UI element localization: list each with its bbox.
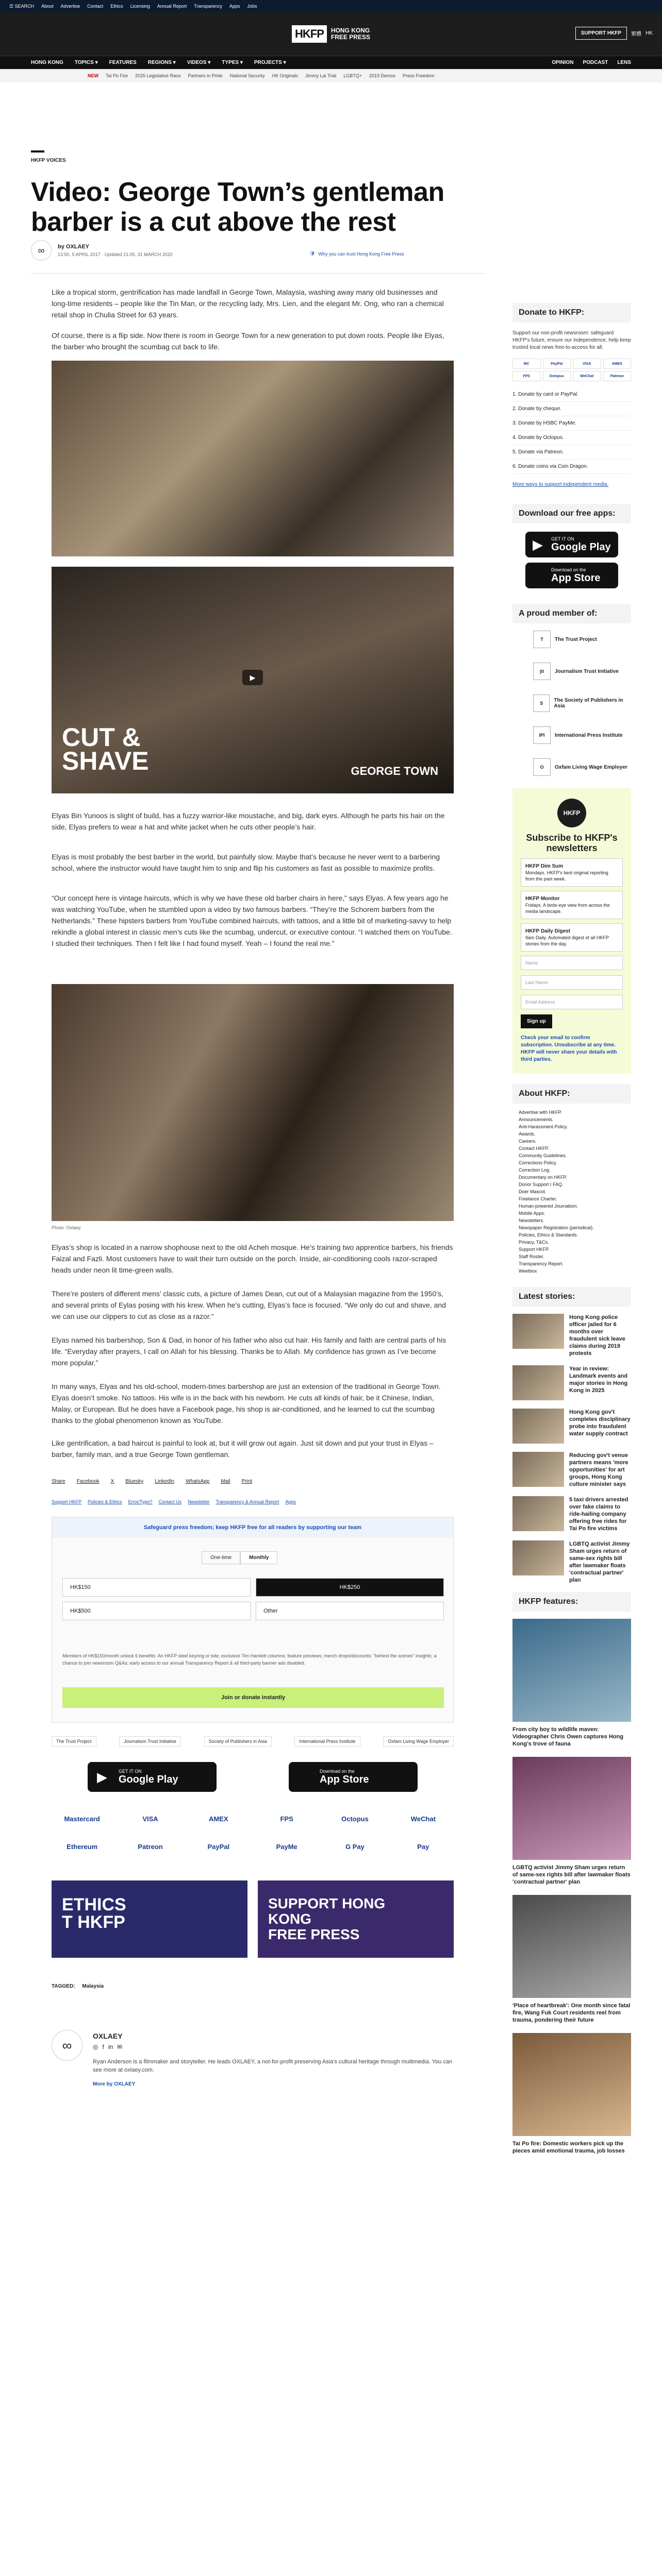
about-link[interactable]: Corrections Policy. <box>519 1160 557 1165</box>
member-logos-row <box>52 1736 454 1747</box>
top-link-transparency[interactable]: Transparency <box>194 4 222 9</box>
about-link[interactable]: Documentary on HKFP. <box>519 1175 567 1180</box>
applepay-logo[interactable]: Pay <box>417 1842 429 1851</box>
article-paragraph: In many ways, Elyas and his old-school, modern-times barbershop are just an extension of the traditional in George Town. Elyas doesn’t smoke. No tattoos. His wife is in the back with his newborn. He cuts all kinds of hair, be it Chinese, Indian, Malay, or European. But he does have a Facebook page, his shop is air-conditioned, and he learned to cut the scumbag thanks to the global phenomenon known as YouTube. <box>52 1382 441 1425</box>
jti-logo[interactable]: Journalism Trust Initiative <box>119 1736 181 1747</box>
more-ways-link[interactable]: More ways to support independent media. <box>512 482 609 487</box>
latest-story[interactable]: Year in review: Landmark events and major stories in Hong Kong in 2025 <box>512 1365 631 1400</box>
website-icon[interactable]: ◎ <box>93 2043 98 2050</box>
facebook-icon[interactable]: f <box>102 2043 104 2050</box>
newsletter-option[interactable]: HKFP Monitor Fridays. A birds-eye view from across the media landscape. <box>521 891 623 919</box>
nav-videos[interactable]: VIDEOS ▾ <box>187 60 211 65</box>
sidebar-google-play[interactable]: ▶ GET IT ON Google Play <box>525 532 618 557</box>
top-link-ethics[interactable]: Ethics <box>110 4 123 9</box>
top-link-jobs[interactable]: Jobs <box>247 4 257 9</box>
play-store-icon: ▶ <box>97 1769 107 1785</box>
nav-projects[interactable]: PROJECTS ▾ <box>254 60 286 65</box>
about-link[interactable]: Careers. <box>519 1139 537 1144</box>
app-store-buttons <box>52 1762 454 1792</box>
author-bio: Ryan Anderson is a filmmaker and storyteller. He leads OXLAEY, a not-for-profit preserving Asia's cultural heritage through multimedia. You can see more at oxlaey.com. <box>93 2059 453 2073</box>
logo-line1: HONG KONG <box>330 27 370 34</box>
paypal-logo[interactable]: PayPal <box>207 1842 230 1851</box>
share-facebook[interactable]: Facebook <box>76 1479 100 1484</box>
gpay-logo[interactable]: G Pay <box>345 1842 365 1851</box>
author-avatar: ∞ <box>52 2030 82 2061</box>
subnav-item[interactable]: Jimmy Lai Trial <box>305 73 337 78</box>
sidebar-about-title: About HKFP: <box>512 1084 631 1104</box>
amount-option[interactable]: HK$500 <box>62 1602 251 1620</box>
story-thumbnail <box>512 1314 564 1349</box>
story-thumbnail <box>512 1496 564 1531</box>
about-link[interactable]: Announcements. <box>519 1117 554 1122</box>
mastercard-logo[interactable]: Mastercard <box>64 1815 100 1823</box>
sidebar-donate-title: Donate to HKFP: <box>512 303 631 323</box>
newsletter-box <box>512 788 631 1074</box>
latest-story[interactable]: Reducing gov't venue partners means 'more opportunities' for art groups, Hong Kong culture minister says <box>512 1452 631 1488</box>
video-player[interactable] <box>52 567 454 793</box>
sopa-icon: S <box>533 694 550 712</box>
nav-opinion[interactable]: OPINION <box>552 60 574 65</box>
about-link[interactable]: Doer Mascot. <box>519 1189 547 1194</box>
about-link[interactable]: Staff Roster. <box>519 1254 544 1259</box>
about-list <box>512 1104 631 1280</box>
search-link[interactable]: ☰ SEARCH <box>9 3 35 9</box>
support-promo-banner[interactable]: SUPPORT HONG KONG FREE PRESS <box>258 1880 454 1958</box>
footer-link[interactable]: Transparency & Annual Report <box>216 1499 279 1504</box>
footer-link[interactable]: Contact Us <box>158 1499 182 1504</box>
oxfam-icon: O <box>533 758 551 776</box>
subnav-item[interactable]: HK Originals <box>272 73 299 78</box>
sidebar-apps-title: Download our free apps: <box>512 504 631 523</box>
trust-project-icon: T <box>533 631 551 648</box>
hkfp-logo: HKFP <box>557 799 586 827</box>
about-link[interactable]: Transparency Report. <box>519 1261 564 1266</box>
site-logo[interactable] <box>292 25 370 43</box>
wechat-logo[interactable]: WeChat <box>410 1815 436 1823</box>
article-paragraph: Like gentrification, a bad haircut is painful to look at, but it will grow out again. Just sit down and put your trust in Elyas – barber, family man, and a true George Town gentleman. <box>52 1439 434 1459</box>
article-paragraph: Of course, there is a flip side. Now there is room in George Town for a new generation to put down roots. People like Elyas, the barber who brought the scumbag cut back to life. <box>52 331 444 351</box>
latest-story[interactable]: Hong Kong gov't completes disciplinary probe into fraudulent water supply contract <box>512 1409 631 1444</box>
donate-method[interactable]: 5. Donate via Patreon. <box>512 445 631 460</box>
logo-line2: FREE PRESS <box>330 33 370 41</box>
photo-caption: Photo: Oxlaey <box>52 1225 81 1230</box>
share-print[interactable]: Print <box>241 1479 253 1484</box>
kicker-rule <box>31 150 44 152</box>
logo-box: HKFP <box>292 25 327 43</box>
about-link[interactable]: Freelance Charter. <box>519 1196 557 1201</box>
sidebar <box>512 303 631 2164</box>
frequency-monthly[interactable]: Monthly <box>240 1551 277 1564</box>
member-oxfam[interactable]: O Oxfam Living Wage Employer <box>533 751 631 783</box>
amex-logo[interactable]: AMEX <box>209 1815 228 1823</box>
support-hkfp-button[interactable]: SUPPORT HKFP <box>575 27 627 40</box>
story-thumbnail <box>512 1540 564 1575</box>
footer-link[interactable]: Newsletter <box>188 1499 210 1504</box>
signup-button[interactable]: Sign up <box>521 1014 552 1028</box>
payme-logo[interactable]: PayMe <box>276 1842 297 1851</box>
article-kicker[interactable]: HKFP VOICES <box>31 158 66 163</box>
share-bar <box>52 1479 252 1484</box>
subnav-item[interactable]: Press Freedom <box>402 73 435 78</box>
sidebar-app-store[interactable]: Download on the App Store <box>525 563 618 588</box>
feature-stories <box>512 1619 631 2155</box>
tags <box>52 1984 104 1989</box>
about-link[interactable]: Policies, Ethics & Standards. <box>519 1232 578 1238</box>
about-link[interactable]: Support HKFP. <box>519 1247 550 1252</box>
donate-widget-heading: Safeguard press freedom; keep HKFP free for all readers by supporting our team <box>52 1517 453 1538</box>
donate-methods <box>512 387 631 474</box>
footer-link[interactable]: Policies & Ethics <box>88 1499 122 1504</box>
story-thumbnail <box>512 1409 564 1444</box>
about-link[interactable]: Correction Log. <box>519 1167 551 1173</box>
sidebar-payment-cards <box>512 359 631 381</box>
article-dates: 13:50, 5 APRIL 2017 · Updated 21:05, 31 MARCH 2020 <box>58 252 173 257</box>
ethereum-logo[interactable]: Ethereum <box>67 1842 98 1851</box>
amount-option-selected[interactable]: HK$250 <box>256 1578 444 1597</box>
about-link[interactable]: Newspaper Registration (periodical). <box>519 1225 594 1230</box>
share-mail[interactable]: Mail <box>221 1479 230 1484</box>
footer-link[interactable]: Apps <box>285 1499 296 1504</box>
subnav-item[interactable]: 2019 Demos <box>369 73 395 78</box>
payment-logos <box>52 1808 454 1857</box>
card-logo[interactable]: WeChat <box>573 371 601 381</box>
article-paragraph: “Our concept here is vintage haircuts, which is why we have these old barber chairs in here,” says Elyas. A few years ago he was watching YouTube, when he stumbled upon a video by two famous barbers. “They’re the Schorem barbers from the Netherlands.” These hipsters barbers from YouTube combined haircuts, with tattoos, and a little bit of marketing-savvy to help rekindle a global interest in classic men’s cuts like the scumbag, undercut, or executive contour. “I watched them on YouTube. I studied their techniques. Then I felt like I had found myself. Yeah – I found the real me.” <box>52 894 452 947</box>
card-logo[interactable]: AMEX <box>603 359 632 369</box>
donate-method[interactable]: 6. Donate coins via Coin Dragon. <box>512 460 631 474</box>
nav-topics[interactable]: TOPICS ▾ <box>74 60 98 65</box>
card-logo[interactable]: VISA <box>573 359 601 369</box>
play-icon[interactable]: ▶ <box>242 670 263 685</box>
card-logo[interactable]: FPS <box>512 371 541 381</box>
donate-widget <box>52 1517 454 1723</box>
newsletter-title: Subscribe to HKFP's newsletters <box>526 833 618 853</box>
feature-image <box>512 1619 631 1722</box>
subnav-item[interactable]: 2025 Legislative Race <box>135 73 181 78</box>
author-social <box>93 2043 122 2050</box>
feature-story[interactable]: From city boy to wildlife maven: Videographer Chris Owen captures Hong Kong's trove of fauna <box>512 1619 631 1748</box>
newsletter-note: Check your email to confirm subscription. Unsubscribe at any time. HKFP will never share your details with third parties. <box>521 1035 617 1062</box>
sidebar-features-title: HKFP features: <box>512 1592 631 1612</box>
nav-podcast[interactable]: PODCAST <box>583 60 608 65</box>
byline <box>31 240 173 261</box>
jti-icon: jti <box>533 663 551 680</box>
about-link[interactable]: Anti-Harassment Policy. <box>519 1124 568 1129</box>
mail-icon[interactable]: ✉ <box>117 2043 123 2050</box>
shield-icon: 🛡 <box>309 251 316 256</box>
sidebar-donate-text[interactable]: Support our non-profit newsroom: safeguard HKFP's future, ensure our independence, help keep trusted local news free-to-access for all. <box>512 330 631 350</box>
top-link-advertise[interactable]: Advertise <box>60 4 80 9</box>
header-right <box>575 27 653 40</box>
article-paragraph: Like a tropical storm, gentrification has made landfall in George Town, Malaysia, washing away many old businesses and long-time residents – people like the Tin Man, or the recycling lady, Mrs. Lien, and the elegant Mr. Ong, who ran a chemical retail shop in Chulia Street for 63 years. <box>52 288 444 319</box>
google-play-button[interactable]: ▶ GET IT ON Google Play <box>88 1762 217 1792</box>
article-footer-links <box>52 1499 296 1504</box>
story-thumbnail <box>512 1365 564 1400</box>
main-nav <box>0 56 662 69</box>
member-logos <box>512 623 631 783</box>
video-title-line2: SHAVE <box>62 747 149 775</box>
share-x[interactable]: X <box>110 1479 114 1484</box>
article-paragraph: Elyas named his barbershop, Son & Dad, in honor of his father who also cut hair. His family and faith are central parts of his life. “Everyday after prayers, I call on Allah for his blessing. Thanks be to Allah. My confidence has grown as I’ve become more popular.” <box>52 1336 446 1367</box>
share-bluesky[interactable]: Bluesky <box>125 1479 144 1484</box>
story-thumbnail <box>512 1452 564 1487</box>
barber-shop-photo <box>52 361 454 556</box>
article-paragraph: There’re posters of different mens’ classic cuts, a picture of James Dean, cut out of a Malaysian magazine from the 1950’s, and several prints of Eylas posing with his krew. When he’s cutting, Elyas’s face is focused. “We only do cut and shave, and we can use our clippers to cut as close as a razor.” <box>52 1290 446 1320</box>
top-link-contact[interactable]: Contact <box>87 4 104 9</box>
patreon-logo[interactable]: Patreon <box>138 1842 163 1851</box>
card-logo[interactable]: Patreon <box>603 371 632 381</box>
card-logo[interactable]: Octopus <box>543 371 571 381</box>
donate-method[interactable]: 3. Donate by HSBC PayMe. <box>512 416 631 431</box>
donate-method[interactable]: 2. Donate by cheque. <box>512 402 631 416</box>
linkedin-icon[interactable]: in <box>108 2043 113 2050</box>
author-name[interactable]: OXLAEY <box>93 2032 123 2040</box>
visa-logo[interactable]: VISA <box>142 1815 158 1823</box>
nav-regions[interactable]: REGIONS ▾ <box>147 60 176 65</box>
member-trust-project[interactable]: T The Trust Project <box>533 623 631 655</box>
trust-link[interactable]: 🛡 Why you can trust Hong Kong Free Press <box>309 251 404 257</box>
about-link[interactable]: Human-powered Journalism. <box>519 1204 578 1209</box>
feature-image <box>512 1895 631 1998</box>
article-title: Video: George Town’s gentleman barber is a cut above the rest <box>31 177 444 237</box>
nav-features[interactable]: FEATURES <box>109 60 137 65</box>
card-logo[interactable]: MC <box>512 359 541 369</box>
latest-story[interactable]: LGBTQ activist Jimmy Sham urges return of same-sex rights bill after lawmaker floats 'contractual partner' plan <box>512 1540 631 1584</box>
header-right-label: HK <box>646 30 653 36</box>
ethics-promo-banner[interactable]: ETHICS T HKFP <box>52 1880 247 1958</box>
amount-option[interactable]: HK$150 <box>62 1578 251 1597</box>
share-linkedin[interactable]: LinkedIn <box>155 1479 175 1484</box>
latest-story[interactable]: 5 taxi drivers arrested over fake claims to ride-hailing company offering free rides for Tai Po fire victims <box>512 1496 631 1532</box>
play-store-icon: ▶ <box>533 537 543 552</box>
site-header <box>0 12 662 56</box>
top-link-apps[interactable]: Apps <box>229 4 240 9</box>
article-paragraph: Elyas Bin Yunoos is slight of build, has a fuzzy warrior-like moustache, and big, dark eyes. Although he parts his hair on the side, Elyas prefers to wear a hat and white jacket when he cuts other people’s hair. <box>52 811 445 831</box>
feature-image <box>512 1757 631 1860</box>
share-whatsapp[interactable]: WhatsApp <box>186 1479 210 1484</box>
subnav-item[interactable]: Tai Po Fire <box>106 73 128 78</box>
subnav-item[interactable]: Partners in Pride <box>188 73 223 78</box>
latest-stories <box>512 1314 631 1584</box>
about-link[interactable]: Community Guidelines. <box>519 1153 567 1158</box>
join-donate-button[interactable]: Join or donate instantly <box>62 1687 444 1708</box>
latest-story[interactable]: Hong Kong police officer jailed for 6 months over fraudulent sick leave claims during 2019 protests <box>512 1314 631 1357</box>
feature-story[interactable]: 'Place of heartbreak': One month since fatal fire, Wang Fuk Court residents reel from trauma, pondering their future <box>512 1895 631 2024</box>
name-input[interactable]: Name <box>521 956 623 970</box>
share-label: Share <box>52 1479 65 1484</box>
donate-method[interactable]: 1. Donate by card or PayPal. <box>512 387 631 402</box>
top-links <box>41 4 257 9</box>
top-link-about[interactable]: About <box>41 4 54 9</box>
card-logo[interactable]: PayPal <box>543 359 571 369</box>
member-sopa[interactable]: S The Society of Publishers in Asia <box>533 687 631 719</box>
top-link-annual-report[interactable]: Annual Report <box>157 4 187 9</box>
member-jti[interactable]: jti Journalism Trust Initiative <box>533 655 631 687</box>
amount-option-other[interactable]: Other <box>256 1602 444 1620</box>
feature-story[interactable]: Tai Po fire: Domestic workers pick up the pieces amid emotional trauma, job losses <box>512 2033 631 2155</box>
author-icon: ∞ <box>31 240 52 261</box>
footer-link[interactable]: Error/Typo? <box>128 1499 153 1504</box>
subnav-item[interactable]: LGBTQ+ <box>343 73 362 78</box>
octopus-logo[interactable]: Octopus <box>341 1815 369 1823</box>
about-link[interactable]: Privacy, T&Cs. <box>519 1240 549 1245</box>
newsletter-option[interactable]: HKFP Daily Digest 9am Daily. Automated digest of all HKFP stories from the day. <box>521 923 623 952</box>
email-input[interactable]: Email Address <box>521 995 623 1009</box>
about-link[interactable]: Awards. <box>519 1131 536 1137</box>
top-bar <box>0 0 662 12</box>
barbers-collage-photo <box>52 984 454 1221</box>
sidebar-proud-title: A proud member of: <box>512 604 631 623</box>
article-paragraph: Elyas’s shop is located in a narrow shophouse next to the old Acheh mosque. He’s training two apprentice barbers, his friends Faizal and Fazli. Most customers have to wait their turn outside on the porch. Inside, air-conditioning cools razor-scraped heads under neon lit time-green walls. <box>52 1243 453 1274</box>
app-store-button[interactable]: Download on the App Store <box>289 1762 418 1792</box>
oxfam-logo[interactable]: Oxfam Living Wage Employer <box>383 1736 454 1747</box>
subnav-item[interactable]: National Security <box>229 73 265 78</box>
nav-types[interactable]: TYPES ▾ <box>222 60 243 65</box>
tag-malaysia[interactable]: Malaysia <box>82 1984 104 1989</box>
donation-frequency <box>202 1551 277 1564</box>
about-link[interactable]: Weetbox <box>519 1268 537 1274</box>
newsletter-option[interactable]: HKFP Dim Sum Mondays. HKFP's best original reporting from the past week. <box>521 858 623 887</box>
about-link[interactable]: Contact HKFP. <box>519 1146 549 1151</box>
member-benefits-text: Members of HK$150/month unlock 6 benefits: An HKFP steel keyring or tote; exclusive Tim Hamlett columns; feature previews; merch drops/discounts; "behind the scenes" insights; a chance to join newsroom Q&As; early access to our annual Transparency Report & all third-party banner ads disabled. <box>62 1653 437 1666</box>
fps-logo[interactable]: FPS <box>280 1815 293 1823</box>
donation-amounts <box>62 1578 444 1620</box>
new-badge: NEW <box>88 73 98 78</box>
about-link[interactable]: Advertise with HKFP. <box>519 1110 562 1115</box>
feature-image <box>512 2033 631 2136</box>
last-name-input[interactable]: Last Name <box>521 975 623 990</box>
article-paragraph: Elyas is most probably the best barber in the world, but painfully slow. Maybe that’s because he never went to a barbering school, where the instructor would have taught him to snip and flip his customers as fast as possible to maximize profits. <box>52 853 440 872</box>
about-link[interactable]: Donor Support / FAQ. <box>519 1182 564 1187</box>
footer-link[interactable]: Support HKFP <box>52 1499 82 1504</box>
sidebar-latest-title: Latest stories: <box>512 1287 631 1307</box>
nav-lens[interactable]: LENS <box>617 60 631 65</box>
author-link[interactable]: by OXLAEY <box>58 244 90 250</box>
about-link[interactable]: Mobile Apps. <box>519 1211 545 1216</box>
ipi-logo[interactable]: International Press Institute <box>294 1736 360 1747</box>
tagged-label: TAGGED: <box>52 1984 75 1989</box>
trust-project-logo[interactable]: The Trust Project <box>52 1736 96 1747</box>
language-toggle[interactable]: 繁體 <box>631 31 642 37</box>
about-link[interactable]: Newsletters. <box>519 1218 544 1223</box>
video-brand: GEORGE TOWN <box>351 765 438 777</box>
divider <box>31 273 485 274</box>
feature-story[interactable]: LGBTQ activist Jimmy Sham urges return of same-sex rights bill after lawmaker floats 'contractual partner' plan <box>512 1757 631 1886</box>
nav-hong-kong[interactable]: HONG KONG <box>31 60 63 65</box>
member-ipi[interactable]: IPI International Press Institute <box>533 719 631 751</box>
sopa-logo[interactable]: Society of Publishers in Asia <box>204 1736 272 1747</box>
top-link-licensing[interactable]: Licensing <box>130 4 150 9</box>
more-by-author-link[interactable]: More by OXLAEY <box>93 2081 136 2087</box>
donate-method[interactable]: 4. Donate by Octopus. <box>512 431 631 445</box>
sub-nav <box>0 69 662 82</box>
ipi-icon: IPI <box>533 726 551 744</box>
frequency-one-time[interactable]: One-time <box>202 1551 240 1564</box>
video-title-line1: CUT & <box>62 723 141 752</box>
